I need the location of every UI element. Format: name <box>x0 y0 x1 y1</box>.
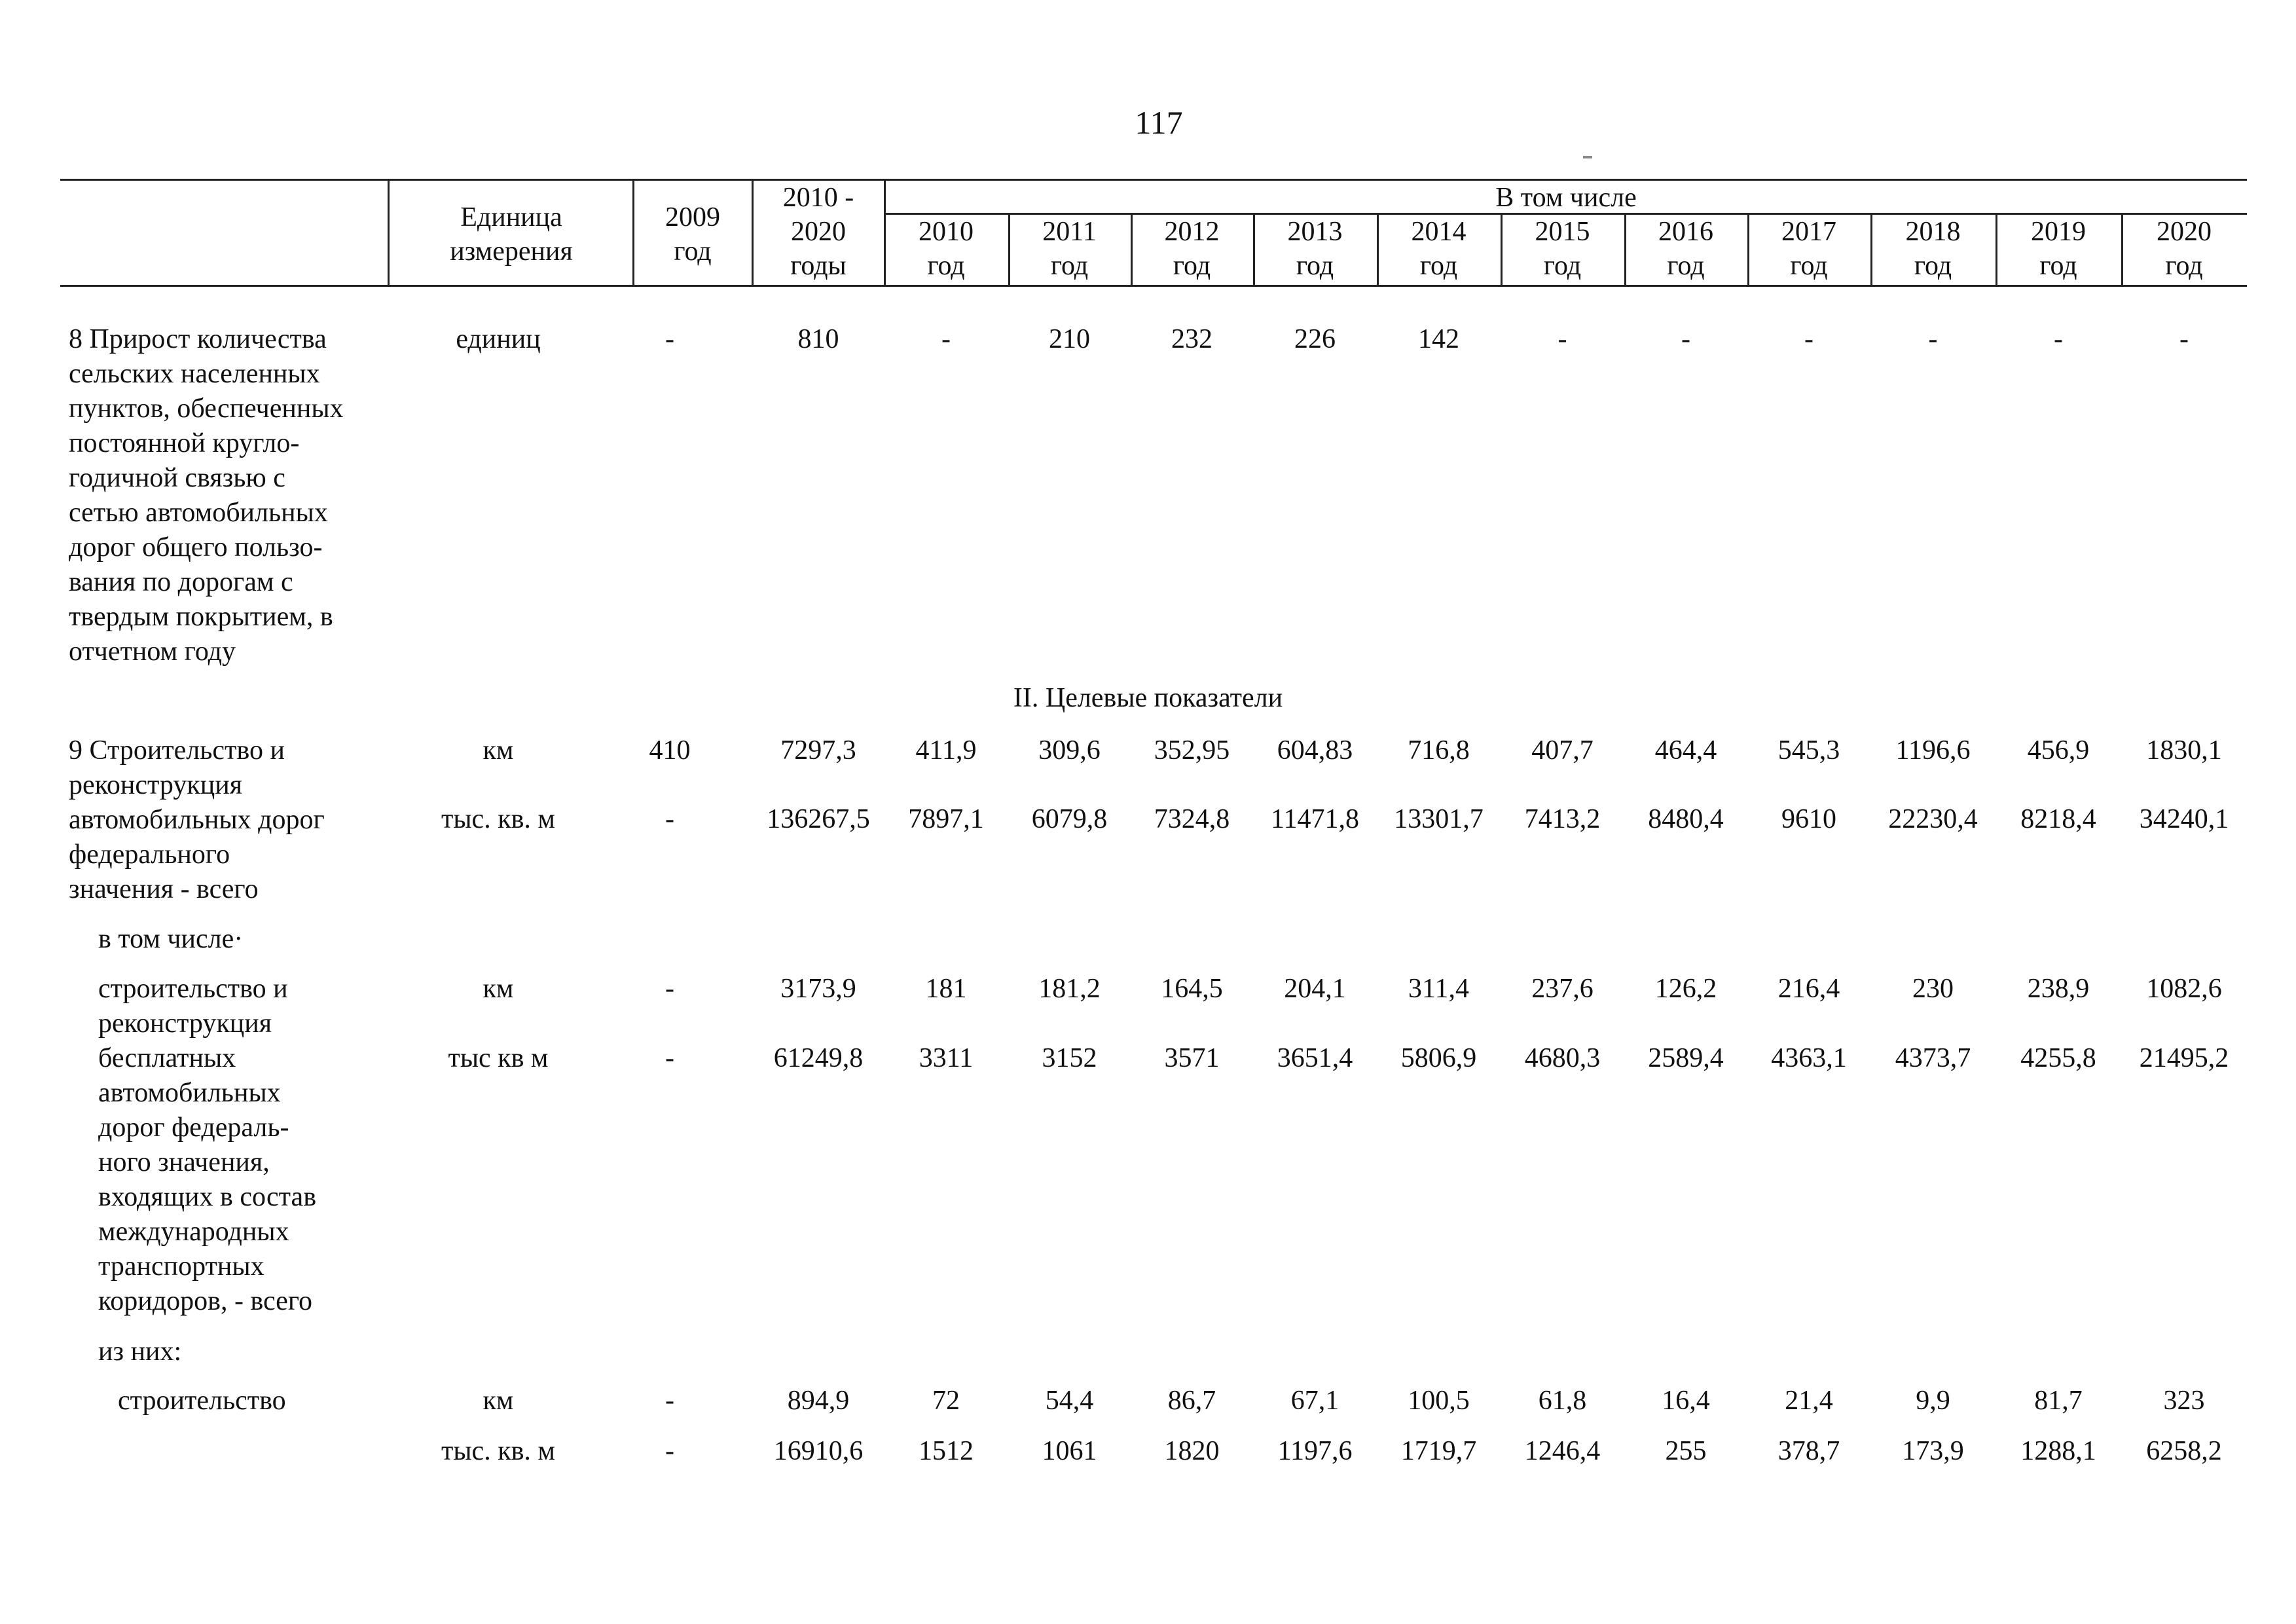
table-cell: 6079,8 <box>1031 804 1108 834</box>
table-cell: 61,8 <box>1538 1386 1587 1416</box>
header-year-0: 2010 год <box>919 217 974 281</box>
table-cell: 72 <box>932 1386 960 1416</box>
table-cell: 3571 <box>1164 1043 1220 1073</box>
table-cell: 1830,1 <box>2146 735 2222 766</box>
table-cell: 238,9 <box>2027 974 2090 1004</box>
header-year-8: 2018 год <box>1905 217 1961 281</box>
table-cell: 810 <box>797 324 839 354</box>
table-cell: - <box>665 1386 674 1416</box>
table-cell: 6258,2 <box>2146 1436 2222 1466</box>
table-cell: 311,4 <box>1408 974 1469 1004</box>
page-number: 117 <box>1135 104 1183 141</box>
table-cell: 34240,1 <box>2139 804 2229 834</box>
table-cell: 464,4 <box>1654 735 1717 766</box>
table-cell: 4373,7 <box>1895 1043 1971 1073</box>
table-cell: 21,4 <box>1785 1386 1833 1416</box>
table-cell: 545,3 <box>1777 735 1840 766</box>
table-cell: 232 <box>1171 324 1212 354</box>
table-cell: 352,95 <box>1154 735 1230 766</box>
table-cell: 894,9 <box>787 1386 850 1416</box>
table-cell: 8218,4 <box>2020 804 2096 834</box>
table-cell: 5806,9 <box>1400 1043 1477 1073</box>
table-cell: 1246,4 <box>1524 1436 1601 1466</box>
table-cell: - <box>941 324 951 354</box>
table-cell: 716,8 <box>1408 735 1470 766</box>
table-cell: - <box>665 804 674 834</box>
of-them-label: из них: <box>98 1337 182 1367</box>
table-cell: 1196,6 <box>1895 735 1971 766</box>
row9-unit-sqm: тыс. кв. м <box>441 804 556 834</box>
table-cell: - <box>665 324 674 354</box>
table-cell: 9610 <box>1781 804 1836 834</box>
table-cell: 142 <box>1418 324 1459 354</box>
table-cell: 323 <box>2163 1386 2205 1416</box>
table-cell: 136267,5 <box>767 804 870 834</box>
header-year-3: 2013 год <box>1287 217 1343 281</box>
table-cell: 4680,3 <box>1524 1043 1601 1073</box>
row9b-label: строительство <box>118 1386 286 1416</box>
row9b-unit-sqm: тыс. кв. м <box>441 1436 556 1466</box>
table-cell: 181,2 <box>1038 974 1101 1004</box>
table-cell: 126,2 <box>1654 974 1717 1004</box>
row8-label: 8 Прирост количества сельских населенных пунктов, обеспеченных постоянной кругло- годичной связью с сетью автомобильных дорог общего пользо- вания по дорогам с твердым покрытием, в отчетном году <box>69 324 344 667</box>
table-cell: 7897,1 <box>908 804 984 834</box>
table-cell: 604,83 <box>1277 735 1353 766</box>
table-cell: 3173,9 <box>780 974 856 1004</box>
table-cell: 378,7 <box>1777 1436 1840 1466</box>
table-cell: 204,1 <box>1284 974 1346 1004</box>
table-cell: - <box>665 1436 674 1466</box>
table-cell: - <box>1928 324 1938 354</box>
table-cell: 54,4 <box>1045 1386 1094 1416</box>
table-cell: 226 <box>1294 324 1336 354</box>
header-year-7: 2017 год <box>1781 217 1836 281</box>
header-period: 2010 - 2020 годы <box>782 183 854 281</box>
header-year-4: 2014 год <box>1411 217 1467 281</box>
row9a-label: строительство и реконструкция бесплатных автомобильных дорог федераль- ного значения, входящих в состав международных транспортных коридоров, - всего <box>98 974 317 1316</box>
table-cell: - <box>2179 324 2189 354</box>
header-year-6: 2016 год <box>1658 217 1713 281</box>
table-cell: 86,7 <box>1167 1386 1216 1416</box>
table-cell: 1512 <box>919 1436 974 1466</box>
table-cell: 21495,2 <box>2139 1043 2229 1073</box>
table-cell: - <box>1558 324 1567 354</box>
table-cell: 255 <box>1665 1436 1707 1466</box>
table-cell: 309,6 <box>1038 735 1101 766</box>
header-year-5: 2015 год <box>1535 217 1590 281</box>
header-year-2: 2012 год <box>1164 217 1220 281</box>
table-cell: 4255,8 <box>2020 1043 2096 1073</box>
row9b-unit-km: км <box>483 1386 514 1416</box>
row9a-unit-km: км <box>483 974 514 1004</box>
table-cell: 1719,7 <box>1400 1436 1477 1466</box>
table-cell: - <box>1804 324 1813 354</box>
row9-label: 9 Строительство и реконструкция автомобильных дорог федерального значения - всего <box>69 735 325 904</box>
table-cell: 7324,8 <box>1154 804 1230 834</box>
table-cell: 1288,1 <box>2020 1436 2096 1466</box>
table-cell: 2589,4 <box>1648 1043 1724 1073</box>
table-cell: - <box>2054 324 2063 354</box>
table-cell: - <box>1681 324 1690 354</box>
table-cell: 3311 <box>919 1043 974 1073</box>
header-2009: 2009 год <box>665 202 720 267</box>
table-cell: 7413,2 <box>1524 804 1601 834</box>
table-cell: 22230,4 <box>1888 804 1978 834</box>
table-cell: 8480,4 <box>1648 804 1724 834</box>
header-year-9: 2019 год <box>2031 217 2086 281</box>
table-cell: - <box>665 1043 674 1073</box>
table-cell: 173,9 <box>1902 1436 1964 1466</box>
table-cell: - <box>665 974 674 1004</box>
table-cell: 3152 <box>1042 1043 1097 1073</box>
table-cell: 16910,6 <box>773 1436 864 1466</box>
header-year-10: 2020 год <box>2157 217 2212 281</box>
table-cell: 61249,8 <box>773 1043 864 1073</box>
table-cell: 9,9 <box>1916 1386 1950 1416</box>
table-cell: 164,5 <box>1161 974 1223 1004</box>
table-cell: 13301,7 <box>1394 804 1484 834</box>
table-cell: 100,5 <box>1408 1386 1470 1416</box>
header-divider <box>388 179 390 286</box>
table-cell: 1082,6 <box>2146 974 2222 1004</box>
table-cell: 216,4 <box>1777 974 1840 1004</box>
table-cell: 67,1 <box>1290 1386 1339 1416</box>
table-cell: 1820 <box>1164 1436 1220 1466</box>
table-cell: 210 <box>1049 324 1090 354</box>
table-cell: 81,7 <box>2034 1386 2083 1416</box>
table-cell: 230 <box>1912 974 1954 1004</box>
table-cell: 11471,8 <box>1271 804 1359 834</box>
table-cell: 16,4 <box>1662 1386 1710 1416</box>
header-year-1: 2011 год <box>1042 217 1097 281</box>
row9-unit-km: км <box>483 735 514 766</box>
table-cell: 410 <box>649 735 691 766</box>
header-unit: Единица измерения <box>450 202 573 267</box>
scan-mark <box>1583 156 1592 158</box>
table-cell: 237,6 <box>1531 974 1594 1004</box>
table-cell: 456,9 <box>2027 735 2090 766</box>
table-cell: 181 <box>925 974 967 1004</box>
table-cell: 7297,3 <box>780 735 856 766</box>
row8-unit: единиц <box>456 324 541 354</box>
row9a-unit-sqm: тыс кв м <box>448 1043 549 1073</box>
table-cell: 4363,1 <box>1771 1043 1847 1073</box>
table-cell: 3651,4 <box>1277 1043 1353 1073</box>
table-cell: 1197,6 <box>1277 1436 1353 1466</box>
including-label: в том числе· <box>98 924 244 954</box>
table-cell: 1061 <box>1042 1436 1097 1466</box>
table-cell: 407,7 <box>1531 735 1594 766</box>
header-including: В том числе <box>1495 183 1637 213</box>
table-cell: 411,9 <box>915 735 977 766</box>
section-title: II. Целевые показатели <box>1013 683 1283 713</box>
